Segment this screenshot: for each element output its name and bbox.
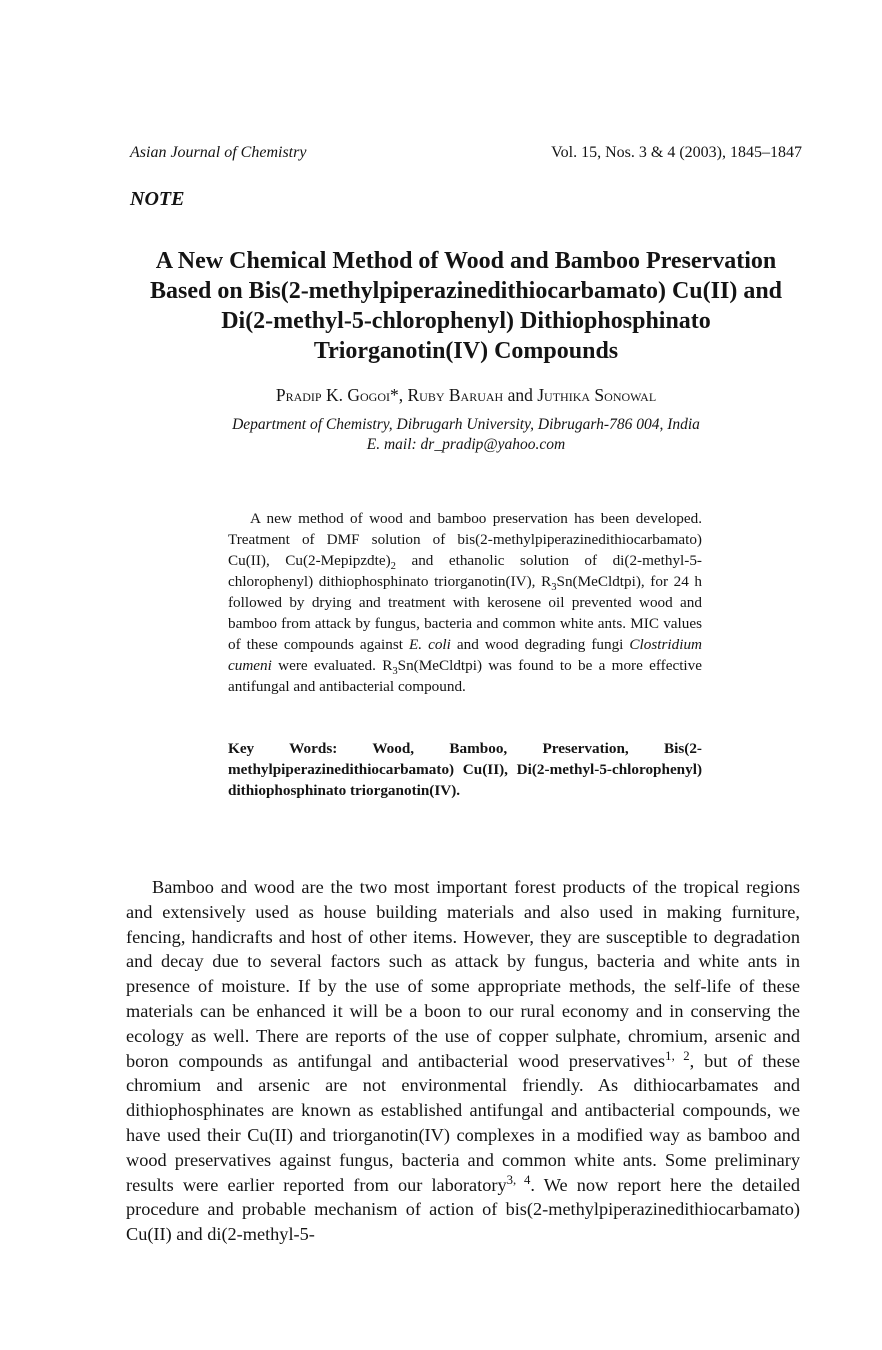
abstract [228,508,702,697]
abstract-text: A new method of wood and bamboo preservation has been developed. Treatment of DMF solution of bis(2-methylpiperazinedithiocarbamato) Cu(II), $Cu(2-Mepipzdte)_2$ and ethanolic solution of di(2-methyl-5-chlorophenyl) dithiophosphinato triorganotin(IV), $R_3Sn(MeCldtpi)$, for 24 h followed by drying and treatment with kerosene oil prevented wood and bamboo from attack by fungus, bacteria and common white ants. MIC values of these compounds against E. coli and wood degrading fungi Clostridium cumeni were evaluated. $R_3Sn(MeCldtpi)$ was found to be a more effective antifungal and antibacterial compound. [228,510,703,695]
affiliation [0,415,882,455]
section-label: NOTE [130,188,185,210]
keywords-text: Key Words: Wood, Bamboo, Preservation, Bis(2-methylpiperazinedithiocarbamato) Cu(II), Di(2-methyl-5-chlorophenyl) dithiophosphinato triorganotin(IV). [228,740,702,799]
body-paragraph: Bamboo and wood are the two most important forest products of the tropical regions and extensively used as house building materials and also used in making furniture, fencing, handicrafts and host of other items. However, they are susceptible to degradation and decay due to several factors such as attack by fungus, bacteria and white ants in presence of moisture. If by the use of some appropriate methods, the self-life of these materials can be enhanced it will be a boon to our rural economy and in conserving the ecology as well. There are reports of the use of copper sulphate, chromium, arsenic and boron compounds as antifungal and antibacterial wood preservatives$^{1, 2}$, but of these chromium and arsenic are not environmental friendly. As dithiocarbamates and dithiophosphinates are known as established antifungal and antibacterial compounds, we have used their Cu(II) and triorganotin(IV) complexes in a modified way as bamboo and wood preservatives against fungus, bacteria and common white ants. Some preliminary results were earlier reported from our laboratory$^{3, 4}$. We now report here the detailed procedure and probable mechanism of action of bis(2-methylpiperazinedithiocarbamato) Cu(II) and di(2-methyl-5- [126,877,800,1245]
citation-ref: 3, 4 [506,1172,531,1187]
author-name: Pradip K. Gogoi* [275,385,399,405]
keywords [228,738,702,801]
title-line: Triorganotin(IV) Compounds [313,338,619,364]
keywords-label: Key Words: [228,740,338,757]
title-line: Di(2-methyl-5-chlorophenyl) Dithiophosphinato [221,308,711,334]
department: Department of Chemistry, Dibrugarh University, Dibrugarh-786 004, India [232,416,700,433]
volume-info: Vol. 15, Nos. 3 & 4 (2003), 1845–1847 [551,144,802,161]
paper-title [100,246,832,366]
title-line: Based on Bis(2-methylpiperazinedithiocarbamato) Cu(II) and [149,278,783,304]
email: E. mail: dr_pradip@yahoo.com [366,436,566,453]
author-name: Ruby Baruah [407,385,504,405]
citation-ref: 1, 2 [665,1048,690,1063]
author-list [0,385,882,406]
author-separator: , [398,385,408,405]
author-separator: and [503,385,538,405]
author-name: Juthika Sonowal [537,385,657,405]
body-text [126,875,800,1247]
title-line: A New Chemical Method of Wood and Bamboo Preservation [155,248,777,274]
journal-name: Asian Journal of Chemistry [130,144,307,161]
